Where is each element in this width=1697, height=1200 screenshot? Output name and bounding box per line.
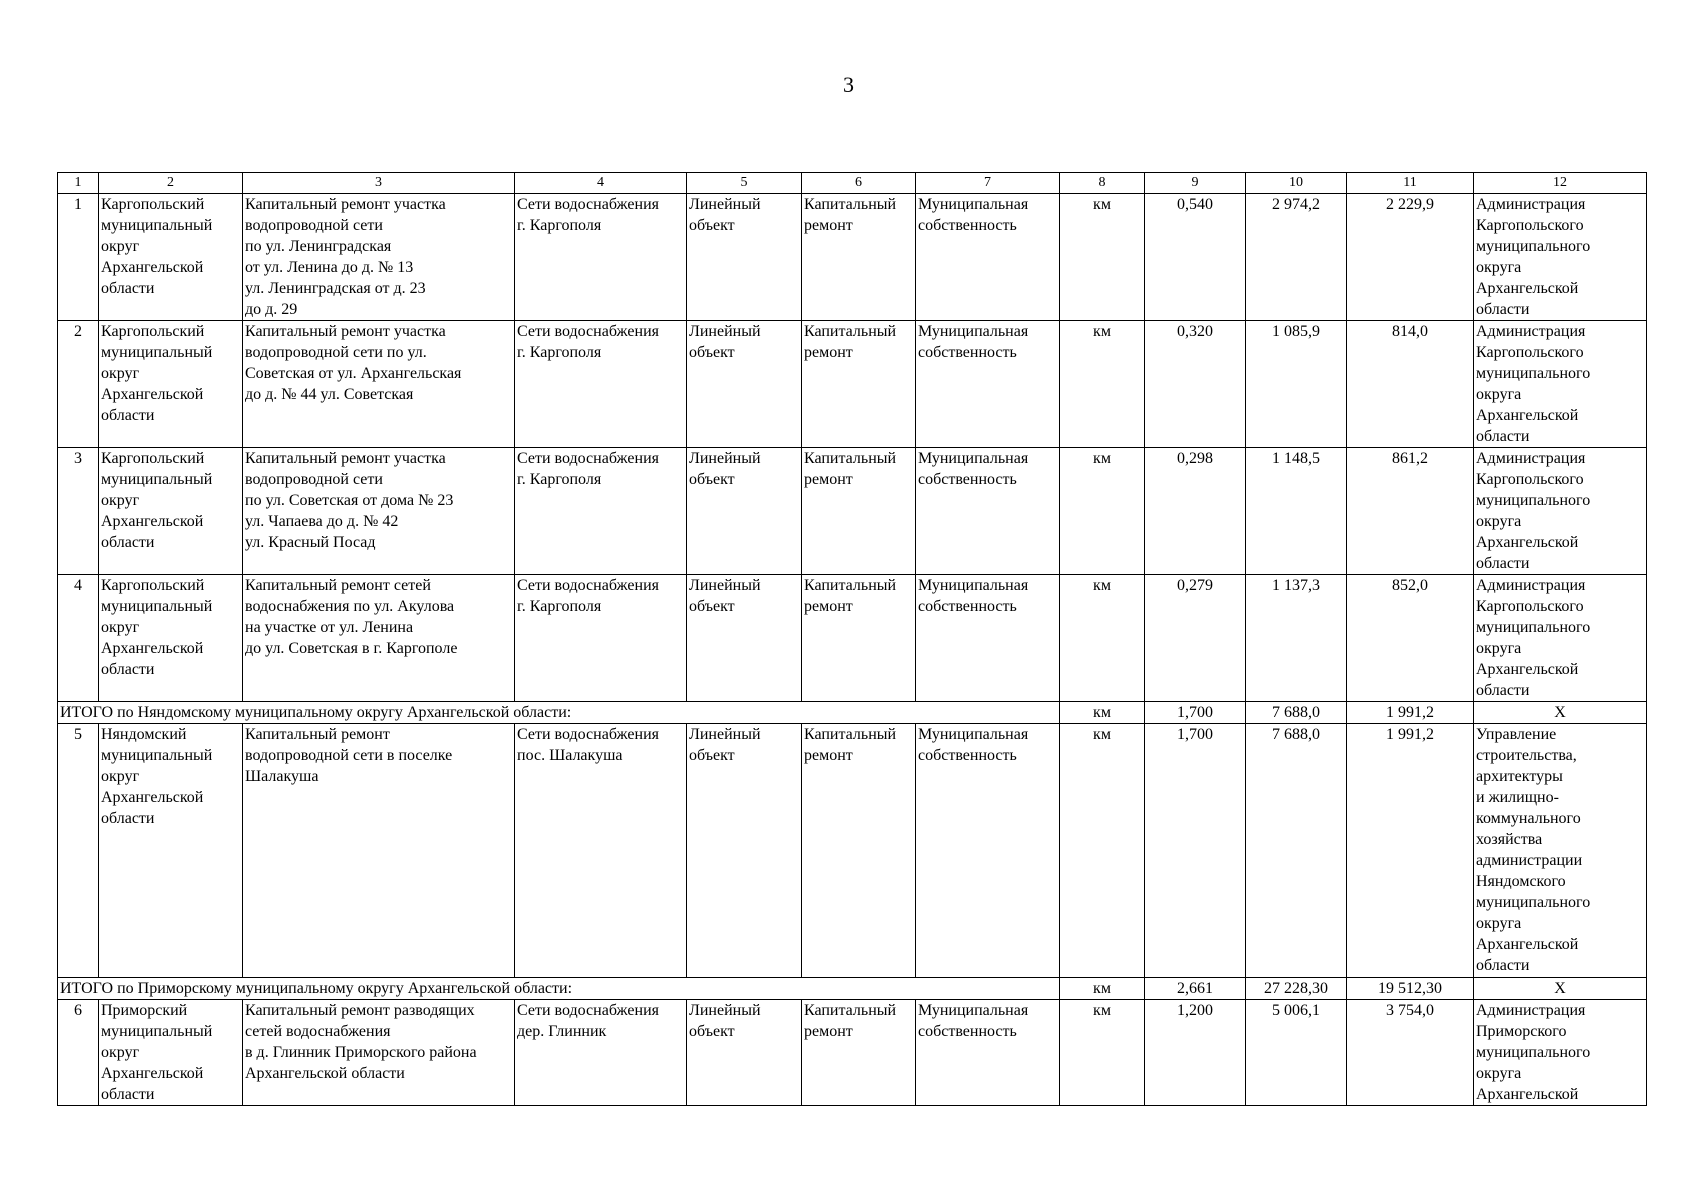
subtotal-label: ИТОГО по Няндомскому муниципальному округу Архангельской области: [58,702,1060,724]
customer-cell: Администрация Каргопольского муниципального округа Архангельской области [1474,448,1647,575]
object-name-cell: Капитальный ремонт участка водопроводной сети по ул. Ленинградская от ул. Ленина до д. № 13 ул. Ленинградская от д. 23 до д. 29 [243,194,515,321]
object-type-cell: Линейный объект [687,448,802,575]
column-number-row [58,173,1647,194]
capacity-cell: 1,700 [1145,724,1246,978]
unit-cell: км [1060,702,1145,724]
cost-total-cell: 1 137,3 [1246,575,1347,702]
capacity-cell: 1,700 [1145,702,1246,724]
customer-cell: Администрация Каргопольского муниципального округа Архангельской области [1474,321,1647,448]
object-type-cell: Линейный объект [687,575,802,702]
table-row [58,1000,1647,1106]
district-cell: Каргопольский муниципальный округ Архангельской области [99,194,243,321]
object-name-cell: Капитальный ремонт водопроводной сети в поселке Шалакуша [243,724,515,978]
cost-budget-cell: 1 991,2 [1347,724,1474,978]
ownership-cell: Муниципальная собственность [916,724,1060,978]
column-number: 3 [243,173,515,194]
capacity-cell: 1,200 [1145,1000,1246,1106]
table-row [58,321,1647,448]
ownership-cell: Муниципальная собственность [916,1000,1060,1106]
subtotal-row [58,702,1647,724]
row-number: 4 [58,575,99,702]
customer-cell: Администрация Приморского муниципального округа Архангельской [1474,1000,1647,1106]
cost-budget-cell: 19 512,30 [1347,978,1474,1000]
row-number: 5 [58,724,99,978]
column-number: 7 [916,173,1060,194]
table-row [58,194,1647,321]
column-number: 12 [1474,173,1647,194]
column-number: 10 [1246,173,1347,194]
cost-budget-cell: 2 229,9 [1347,194,1474,321]
ownership-cell: Муниципальная собственность [916,194,1060,321]
table-row [58,724,1647,978]
district-cell: Каргопольский муниципальный округ Архангельской области [99,575,243,702]
customer-cell: Х [1474,978,1647,1000]
object-type-cell: Линейный объект [687,321,802,448]
work-type-cell: Капитальный ремонт [802,1000,916,1106]
unit-cell: км [1060,724,1145,978]
column-number: 9 [1145,173,1246,194]
work-type-cell: Капитальный ремонт [802,321,916,448]
customer-cell: Администрация Каргопольского муниципального округа Архангельской области [1474,194,1647,321]
cost-budget-cell: 814,0 [1347,321,1474,448]
row-number: 2 [58,321,99,448]
network-cell: Сети водоснабжения г. Каргополя [515,448,687,575]
object-type-cell: Линейный объект [687,724,802,978]
column-number: 6 [802,173,916,194]
cost-budget-cell: 852,0 [1347,575,1474,702]
network-cell: Сети водоснабжения дер. Глинник [515,1000,687,1106]
cost-total-cell: 7 688,0 [1246,702,1347,724]
capacity-cell: 0,540 [1145,194,1246,321]
object-name-cell: Капитальный ремонт сетей водоснабжения по ул. Акулова на участке от ул. Ленина до ул. Советская в г. Каргополе [243,575,515,702]
unit-cell: км [1060,575,1145,702]
column-number: 8 [1060,173,1145,194]
ownership-cell: Муниципальная собственность [916,321,1060,448]
unit-cell: км [1060,978,1145,1000]
object-name-cell: Капитальный ремонт участка водопроводной сети по ул. Советская от дома № 23 ул. Чапаева до д. № 42 ул. Красный Посад [243,448,515,575]
cost-total-cell: 5 006,1 [1246,1000,1347,1106]
cost-budget-cell: 1 991,2 [1347,702,1474,724]
cost-total-cell: 2 974,2 [1246,194,1347,321]
unit-cell: км [1060,321,1145,448]
district-cell: Няндомский муниципальный округ Архангельской области [99,724,243,978]
column-number: 5 [687,173,802,194]
object-name-cell: Капитальный ремонт разводящих сетей водоснабжения в д. Глинник Приморского района Архангельской области [243,1000,515,1106]
work-type-cell: Капитальный ремонт [802,575,916,702]
district-cell: Приморский муниципальный округ Архангельской области [99,1000,243,1106]
work-type-cell: Капитальный ремонт [802,724,916,978]
subtotal-row [58,978,1647,1000]
investment-objects-table [57,172,1647,1106]
table-row [58,448,1647,575]
customer-cell: Х [1474,702,1647,724]
object-name-cell: Капитальный ремонт участка водопроводной сети по ул. Советская от ул. Архангельская до д. № 44 ул. Советская [243,321,515,448]
object-type-cell: Линейный объект [687,1000,802,1106]
work-type-cell: Капитальный ремонт [802,194,916,321]
page-number: 3 [843,72,854,97]
work-type-cell: Капитальный ремонт [802,448,916,575]
unit-cell: км [1060,448,1145,575]
capacity-cell: 0,320 [1145,321,1246,448]
capacity-cell: 0,298 [1145,448,1246,575]
subtotal-label: ИТОГО по Приморскому муниципальному округу Архангельской области: [58,978,1060,1000]
unit-cell: км [1060,1000,1145,1106]
row-number: 6 [58,1000,99,1106]
capacity-cell: 0,279 [1145,575,1246,702]
district-cell: Каргопольский муниципальный округ Архангельской области [99,448,243,575]
cost-budget-cell: 861,2 [1347,448,1474,575]
network-cell: Сети водоснабжения г. Каргополя [515,321,687,448]
row-number: 1 [58,194,99,321]
cost-total-cell: 1 148,5 [1246,448,1347,575]
table-row [58,575,1647,702]
cost-total-cell: 7 688,0 [1246,724,1347,978]
network-cell: Сети водоснабжения г. Каргополя [515,575,687,702]
cost-budget-cell: 3 754,0 [1347,1000,1474,1106]
cost-total-cell: 1 085,9 [1246,321,1347,448]
unit-cell: км [1060,194,1145,321]
cost-total-cell: 27 228,30 [1246,978,1347,1000]
object-type-cell: Линейный объект [687,194,802,321]
network-cell: Сети водоснабжения г. Каргополя [515,194,687,321]
network-cell: Сети водоснабжения пос. Шалакуша [515,724,687,978]
capacity-cell: 2,661 [1145,978,1246,1000]
column-number: 4 [515,173,687,194]
column-number: 1 [58,173,99,194]
row-number: 3 [58,448,99,575]
district-cell: Каргопольский муниципальный округ Архангельской области [99,321,243,448]
ownership-cell: Муниципальная собственность [916,448,1060,575]
customer-cell: Администрация Каргопольского муниципального округа Архангельской области [1474,575,1647,702]
customer-cell: Управление строительства, архитектуры и жилищно- коммунального хозяйства администрации Няндомского муниципального округа Архангельской области [1474,724,1647,978]
column-number: 11 [1347,173,1474,194]
ownership-cell: Муниципальная собственность [916,575,1060,702]
column-number: 2 [99,173,243,194]
